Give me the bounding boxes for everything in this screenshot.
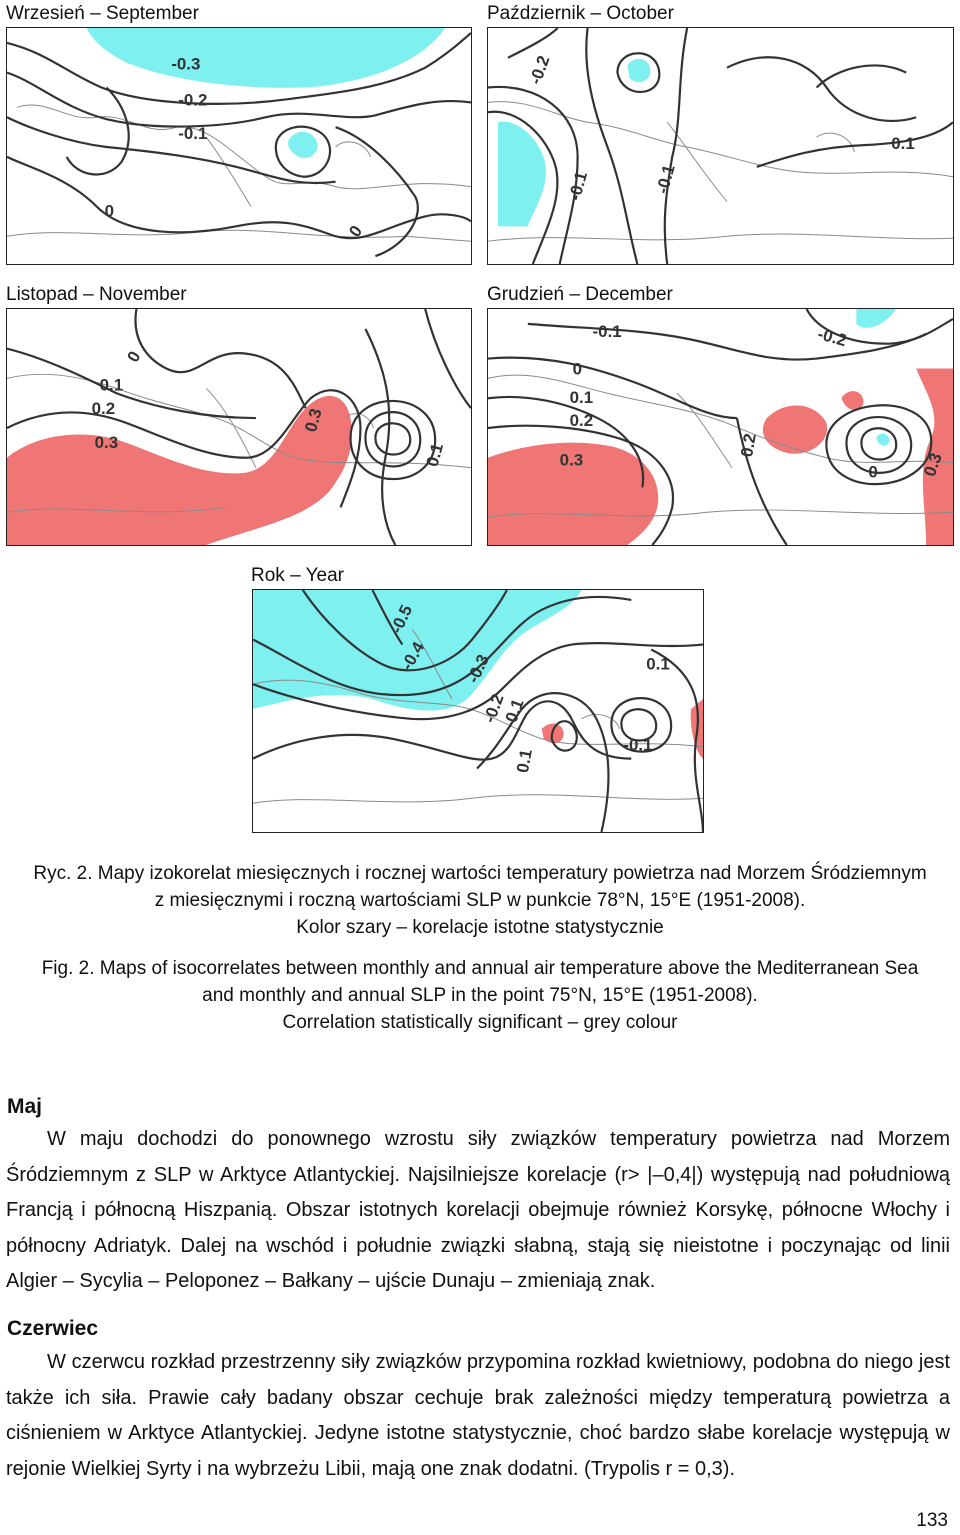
section-heading-may: Maj xyxy=(7,1095,43,1118)
map-title-december: Grudzień – December xyxy=(487,284,673,305)
caption-line: Correlation statistically significant – grey colour xyxy=(282,1012,678,1033)
caption-line: and monthly and annual SLP in the point 75°N, 15°E (1951-2008). xyxy=(202,985,758,1006)
contour-label: 0 xyxy=(572,359,583,379)
caption-line: z miesięcznymi i roczną wartościami SLP w punkcie 78°N, 15°E (1951-2008). xyxy=(154,890,806,911)
significant-negative-area xyxy=(876,434,889,446)
significant-positive-area xyxy=(763,405,827,453)
significant-negative-area xyxy=(87,28,445,88)
caption-line: Ryc. 2. Mapy izokorelat miesięcznych i rocznej wartości temperatury powietrza nad Morzem Śródziemnym xyxy=(33,863,927,884)
contour-label: 0.3 xyxy=(301,406,326,434)
contour-label: -0.3 xyxy=(171,54,201,74)
page-number: 133 xyxy=(916,1510,948,1531)
map-title-september: Wrzesień – September xyxy=(6,3,199,24)
contour-label: 0.2 xyxy=(569,411,594,431)
contour-label: 0.3 xyxy=(919,450,946,479)
section-heading-june: Czerwiec xyxy=(7,1317,99,1340)
contour-label: 0.1 xyxy=(422,441,448,469)
contour-label: -0.2 xyxy=(178,90,208,110)
significant-negative-area xyxy=(288,132,318,158)
significant-negative-area xyxy=(856,309,896,328)
map-november xyxy=(6,308,472,546)
contour-label: 0.2 xyxy=(91,399,116,419)
figure-caption-english xyxy=(0,955,960,1036)
contour-label: 0 xyxy=(345,221,367,241)
contour-label: 0.1 xyxy=(646,654,670,674)
map-december xyxy=(487,308,954,546)
map-september xyxy=(6,27,472,265)
map-year xyxy=(252,589,704,833)
contour-label: 0.3 xyxy=(94,432,119,452)
contour-label: 0.3 xyxy=(559,450,584,470)
map-title-october: Październik – October xyxy=(487,3,674,24)
significant-positive-area xyxy=(841,391,863,410)
figure-caption-polish xyxy=(0,860,960,941)
contour-label: -0.1 xyxy=(178,124,208,144)
contour-label: 0.2 xyxy=(737,432,760,459)
caption-line: Fig. 2. Maps of isocorrelates between monthly and annual air temperature above the Mediterranean Sea xyxy=(41,958,919,979)
map-october xyxy=(487,27,954,265)
contour-label: -0.2 xyxy=(479,691,508,726)
paragraph-june: W czerwcu rozkład przestrzenny siły związków przypomina rozkład kwietniowy, podobna do niego jest także ich siła. Prawie cały badany obszar cechuje brak zależności między temperaturą powietrza a ciśnieniem w Arktyce Atlantyckiej. Jedyne istotne statystycznie, choć bardzo słabe korelacje występują w rejonie Wielkiej Syrty i na wybrzeżu Libii, mają one znak dodatni. (Trypolis r = 0,3). xyxy=(6,1351,950,1480)
contour-label: -0.2 xyxy=(815,324,849,351)
contour-label: 0.1 xyxy=(99,375,124,395)
contour-label: -0.5 xyxy=(386,602,417,637)
contour-label: -0.1 xyxy=(499,696,528,731)
paragraph-may: W maju dochodzi do ponownego wzrostu siły związków temperatury powietrza nad Morzem Śródziemnym z SLP w Arktyce Atlantyckiej. Najsilniejsze korelacje (r> |–0,4|) występują nad południową Francją i północną Hiszpanią. Obszar istotnych korelacji obejmuje również Korsykę, północne Włochy i północny Adriatyk. Dalej na wschód i południe związki słabną, stają się nieistotne i poczynając od linii Algier – Sycylia – Peloponez – Bałkany – ujście Dunaju – zmieniają znak. xyxy=(6,1128,950,1292)
contour-label: 0.1 xyxy=(569,388,594,408)
map-title-november: Listopad – November xyxy=(6,284,187,305)
significant-negative-area xyxy=(498,122,546,227)
contour-label: -0.1 xyxy=(565,169,592,203)
contour-label: 0.1 xyxy=(891,134,915,153)
contour-label: 0 xyxy=(123,347,145,366)
contour-label: -0.3 xyxy=(463,651,493,686)
contour-label: 0.1 xyxy=(512,747,536,775)
contour-label: -0.1 xyxy=(623,735,653,755)
map-title-year: Rok – Year xyxy=(251,565,344,586)
contour-label: 0 xyxy=(868,462,878,482)
contour-label: -0.2 xyxy=(525,53,554,87)
contour-label: 0 xyxy=(104,201,114,221)
caption-line: Kolor szary – korelacje istotne statystycznie xyxy=(296,917,664,938)
significant-negative-area xyxy=(627,59,650,82)
contour-label: -0.1 xyxy=(652,162,679,196)
contour-label: -0.4 xyxy=(397,638,429,674)
contour-label: -0.1 xyxy=(592,321,622,341)
significant-positive-area xyxy=(7,396,352,545)
